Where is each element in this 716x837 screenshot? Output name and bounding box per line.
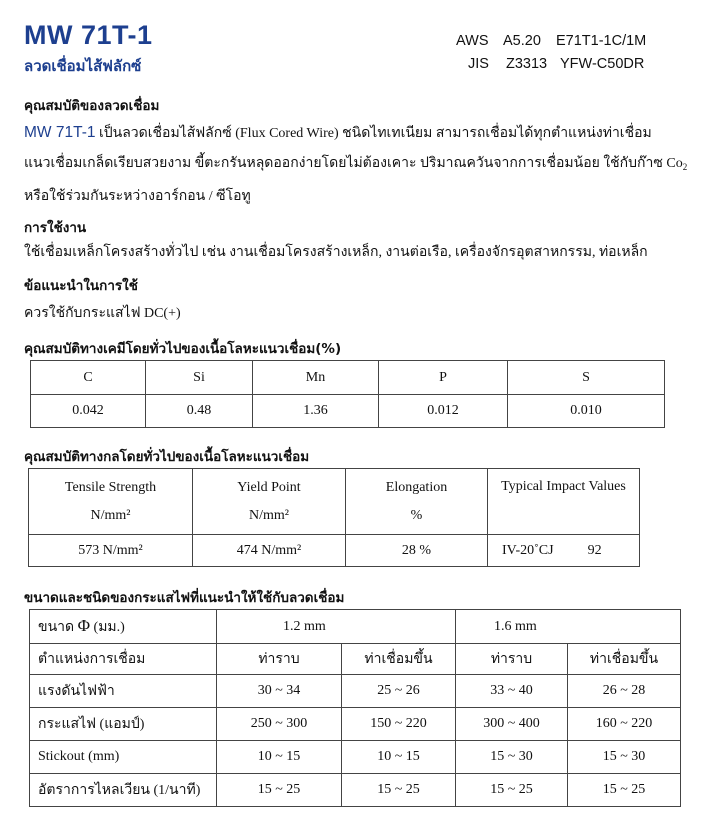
mech-header-elongation: Elongation %: [346, 469, 488, 535]
pos-up-12: ท่าเชื่อมขึ้น: [342, 644, 456, 675]
aws-standard: A5.20: [503, 33, 541, 49]
current-heading: ขนาดและชนิดของกระแสไฟที่แนะนำให้ใช้กับลวดเชื่อม: [24, 590, 345, 606]
row-label: แรงดันไฟฟ้า: [30, 675, 217, 708]
chem-header-si: Si: [146, 361, 253, 395]
mech-value-elongation: 28 %: [346, 535, 488, 567]
cell: 26 ~ 28: [568, 675, 681, 708]
cell: 25 ~ 26: [342, 675, 456, 708]
table-row: [30, 708, 681, 741]
table-row: [30, 675, 681, 708]
cell: 30 ~ 34: [217, 675, 342, 708]
aws-classification: E71T1-1C/1M: [556, 33, 647, 49]
cell: 300 ~ 400: [456, 708, 568, 741]
mechanical-heading: คุณสมบัติทางกลโดยทั่วไปของเนื้อโลหะแนวเชื่อม: [24, 449, 310, 465]
chem-value-si: 0.48: [146, 395, 253, 428]
mechanical-table: [28, 468, 640, 567]
chem-value-p: 0.012: [379, 395, 508, 428]
cell: 15 ~ 25: [568, 774, 681, 807]
cell: 150 ~ 220: [342, 708, 456, 741]
chem-header-mn: Mn: [253, 361, 379, 395]
cell: 33 ~ 40: [456, 675, 568, 708]
jis-standard: Z3313: [506, 56, 548, 72]
diameter-symbol: Φ: [77, 615, 91, 635]
recommendation-heading: ข้อแนะนำในการใช้: [24, 278, 138, 294]
product-title: MW 71T-1: [24, 20, 153, 50]
pos-up-16: ท่าเชื่อมขึ้น: [568, 644, 681, 675]
chem-header-s: S: [508, 361, 665, 395]
co2-subscript: 2: [682, 162, 688, 172]
aws-label: AWS: [456, 33, 489, 49]
mech-header-tensile: Tensile Strength N/mm²: [29, 469, 193, 535]
mech-value-yield: 474 N/mm²: [193, 535, 346, 567]
cell: 15 ~ 30: [456, 741, 568, 774]
size-12: 1.2 mm: [217, 610, 456, 644]
table-row: [30, 774, 681, 807]
cell: 15 ~ 25: [342, 774, 456, 807]
jis-classification: YFW-C50DR: [560, 56, 645, 72]
properties-line-1: เป็นลวดเชื่อมไส้ฟลักซ์ (Flux Cored Wire) ชนิดไทเทเนียม สามารถเชื่อมได้ทุกตำแหน่งท่าเชื่อม: [95, 126, 652, 141]
pos-flat-12: ท่าราบ: [217, 644, 342, 675]
cell: 160 ~ 220: [568, 708, 681, 741]
size-label-cell: ขนาด Φ (มม.): [30, 610, 217, 644]
cell: 15 ~ 25: [456, 774, 568, 807]
cell: 250 ~ 300: [217, 708, 342, 741]
usage-text: ใช้เชื่อมเหล็กโครงสร้างทั่วไป เช่น งานเชื่อมโครงสร้างเหล็ก, งานต่อเรือ, เครื่องจักรอุตสาหกรรม, ท่อเหล็ก: [24, 245, 648, 260]
usage-heading: การใช้งาน: [24, 220, 87, 236]
jis-label: JIS: [468, 56, 489, 72]
chem-header-c: C: [31, 361, 146, 395]
cell: 10 ~ 15: [217, 741, 342, 774]
properties-paragraph: [24, 118, 694, 212]
row-label: กระแสไฟ (แอมป์): [30, 708, 217, 741]
recommendation-text: ควรใช้กับกระแสไฟ DC(+): [24, 306, 181, 321]
product-subtitle: ลวดเชื่อมไส้ฟลักซ์: [24, 57, 142, 75]
chemical-table: [30, 360, 665, 428]
product-name-inline: MW 71T-1: [24, 124, 96, 141]
mech-header-impact: Typical Impact Values: [488, 469, 640, 535]
properties-line-3: หรือใช้ร่วมกันระหว่างอาร์กอน / ซีโอทู: [24, 189, 251, 204]
cell: 10 ~ 15: [342, 741, 456, 774]
mech-value-tensile: 573 N/mm²: [29, 535, 193, 567]
row-label: Stickout (mm): [30, 741, 217, 774]
cell: 15 ~ 30: [568, 741, 681, 774]
current-table: [29, 609, 681, 807]
chemical-heading: คุณสมบัติทางเคมีโดยทั่วไปของเนื้อโลหะแนวเชื่อม(%): [24, 341, 342, 357]
chem-header-p: P: [379, 361, 508, 395]
mech-value-impact: IV-20˚CJ 92: [488, 535, 640, 567]
chem-value-mn: 1.36: [253, 395, 379, 428]
row-label: อัตราการไหลเวียน (1/นาที): [30, 774, 217, 807]
mech-header-yield: Yield Point N/mm²: [193, 469, 346, 535]
position-label: ตำแหน่งการเชื่อม: [30, 644, 217, 675]
properties-heading: คุณสมบัติของลวดเชื่อม: [24, 98, 160, 114]
pos-flat-16: ท่าราบ: [456, 644, 568, 675]
size-16: 1.6 mm: [456, 610, 681, 644]
chem-value-c: 0.042: [31, 395, 146, 428]
table-row: [30, 741, 681, 774]
cell: 15 ~ 25: [217, 774, 342, 807]
properties-line-2: แนวเชื่อมเกล็ดเรียบสวยงาม ขี้ตะกรันหลุดออกง่ายโดยไม่ต้องเคาะ ปริมาณควันจากการเชื่อมน้อย ใช้กับก๊าซ Co: [24, 156, 683, 171]
chem-value-s: 0.010: [508, 395, 665, 428]
